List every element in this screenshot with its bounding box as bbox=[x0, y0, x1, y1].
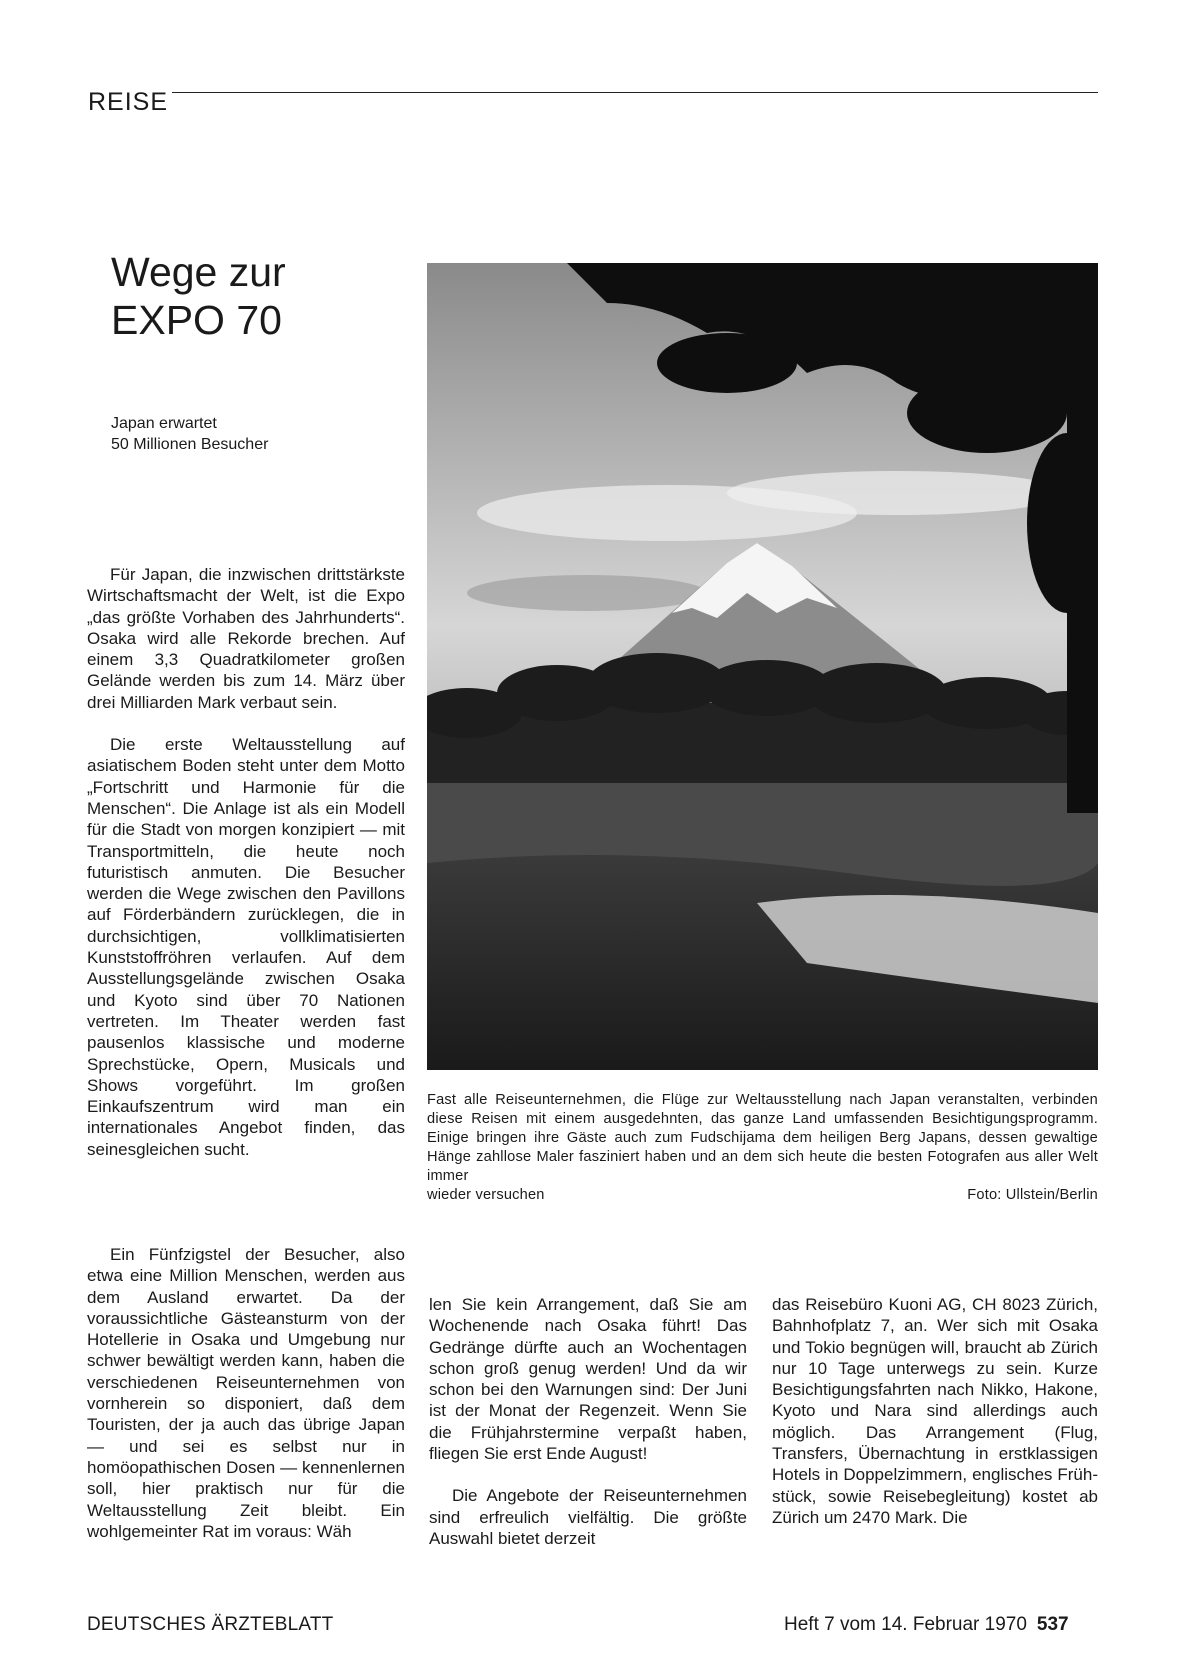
subtitle-line: 50 Millionen Besucher bbox=[111, 436, 269, 453]
body-column-left-top bbox=[87, 564, 405, 1160]
subtitle-line: Japan erwartet bbox=[111, 415, 217, 432]
caption-text-end: wieder versuchen bbox=[427, 1187, 545, 1203]
header-rule bbox=[172, 92, 1098, 93]
footer-publication: DEUTSCHES ÄRZTEBLATT bbox=[87, 1614, 334, 1635]
photo-illustration bbox=[427, 263, 1098, 1070]
body-column-middle bbox=[429, 1294, 747, 1549]
body-column-right bbox=[772, 1294, 1098, 1528]
paragraph: Die Angebote der Reiseunternehmen sind erfreulich vielfältig. Die größte Auswahl bietet derzeit bbox=[429, 1486, 747, 1548]
paragraph: Die erste Weltausstellung auf asiatischem Boden steht unter dem Motto „Fortschritt und Harmonie für die Menschen“. Die Anlage ist als ein Modell für die Stadt von morgen konzipiert — mit Transportmitteln, die heute noch futuristisch anmuten. Die Besucher werden die Wege zwischen den Pavillons auf Förderbändern zurücklegen, die in durchsichtigen, vollklimatisierten Kunststoffröhren verlaufen. Auf dem Ausstellungsgelände zwischen Osaka und Kyoto sind über 70 Nationen vertreten. Im Theater werden fast pausenlos klassische und moderne Sprechstücke, Opern, Musicals und Shows vorgeführt. Im großen Einkaufszentrum wird man ein internationales Angebot finden, das seinesgleichen sucht. bbox=[87, 735, 405, 1159]
article-subtitle bbox=[111, 413, 268, 455]
photo-credit: Foto: Ullstein/Berlin bbox=[967, 1187, 1098, 1203]
section-label: REISE bbox=[88, 88, 169, 116]
title-line: Wege zur bbox=[111, 249, 286, 295]
title-line: EXPO 70 bbox=[111, 297, 282, 343]
footer-issue-info bbox=[784, 1614, 1069, 1636]
paragraph: len Sie kein Arrangement, daß Sie am Wochenende nach Osaka führt! Das Gedränge dürfte auch an Wochentagen schon groß genug werden! Und da wir schon bei den Warnungen sind: Der Juni ist der Monat der Regenzeit. Wenn Sie die Frühjahrstermine verpaßt haben, fliegen Sie erst Ende August! bbox=[429, 1295, 747, 1464]
paragraph: das Reisebüro Kuoni AG, CH 8023 Zürich, Bahnhofplatz 7, an. Wer sich mit Osaka und Tokio begnügen will, braucht ab Zürich nur 10 Tage unterwegs zu sein. Kurze Besichtigungsfahrten nach Nikko, Hakone, Kyoto und Nara sind allerdings auch möglich. Das Arrangement (Flug, Transfers, Übernachtung in erstklassigen Hotels in Doppelzimmern, englisches Frühstück, sowie Reisebegleitung) kostet ab Zürich um 2470 Mark. Die bbox=[772, 1295, 1098, 1527]
footer-issue: Heft 7 vom 14. Februar 1970 bbox=[784, 1614, 1027, 1635]
paragraph: Für Japan, die inzwischen drittstärkste Wirtschaftsmacht der Welt, ist die Expo „das größte Vorhaben des Jahrhunderts“. Osaka wird alle Rekorde brechen. Auf einem 3,3 Quadratkilometer großen Gelände werden bis zum 14. März über drei Milliarden Mark verbaut sein. bbox=[87, 565, 405, 712]
caption-text: Fast alle Reiseunternehmen, die Flüge zur Weltausstellung nach Japan veranstalten, verbinden diese Reisen mit einem ausgedehnten, das ganze Land umfassenden Besichtigungsprogramm. Einige bringen ihre Gäste auch zum Fudschijama dem heiligen Berg Japans, dessen gewaltige Hänge zahllose Maler fasziniert haben und an dem sich heute die besten Fotografen aus aller Welt immer bbox=[427, 1092, 1098, 1184]
photo-caption bbox=[427, 1091, 1098, 1205]
body-column-left-bottom bbox=[87, 1244, 405, 1542]
mount-fuji-photo bbox=[427, 263, 1098, 1070]
page-number: 537 bbox=[1036, 1614, 1069, 1635]
article-title bbox=[111, 248, 286, 344]
caption-credit-row bbox=[427, 1186, 1098, 1205]
paragraph: Ein Fünfzigstel der Besucher, also etwa eine Million Menschen, werden aus dem Ausland erwartet. Da der voraussichtliche Gästeansturm von der Hotellerie in Osaka und Umgebung nur schwer bewältigt werden kann, haben die verschiedenen Reiseunternehmen von vornherein so disponiert, daß dem Touristen, der ja auch das übrige Japan — und sei es selbst nur in homöopathischen Dosen — kennenlernen soll, hier praktisch nur für die Weltausstellung Zeit bleibt. Ein wohlgemeinter Rat im voraus: Wäh bbox=[87, 1245, 405, 1541]
